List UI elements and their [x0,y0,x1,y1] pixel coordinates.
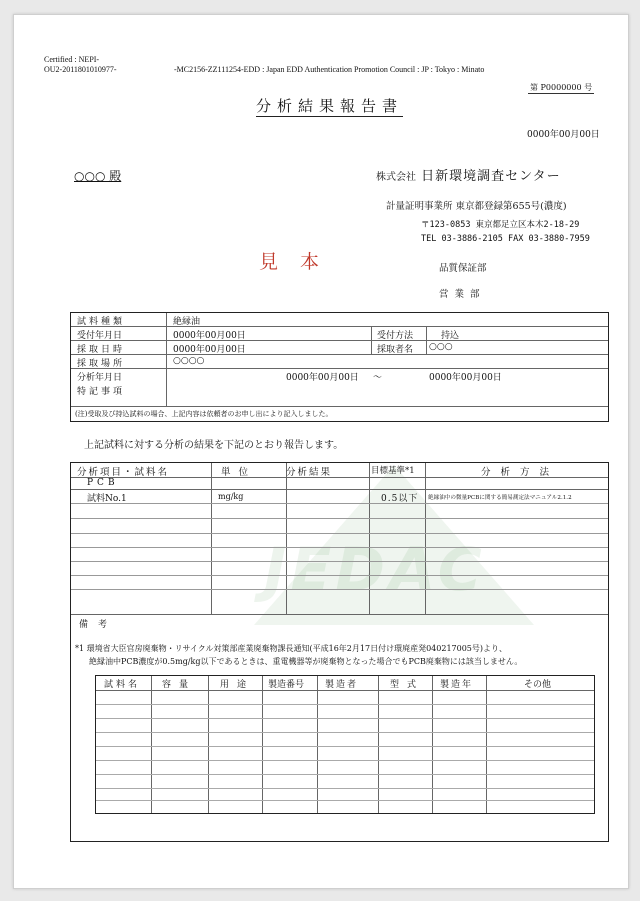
equip-col-year: 製造年 [440,680,474,690]
footnote-2: 絶縁油中PCB濃度が0.5mg/kg以下であるときは、重電機器等が廃棄物となった場合でもPCB廃棄物には該当しません。 [89,657,523,666]
received-value: 0000年00月00日 [173,331,246,341]
addressee: ○○○ 殿 [74,169,122,183]
report-date: 0000年00月00日 [527,130,600,140]
place-value: ○○○○ [173,356,205,366]
type-label: 試料種類 [77,317,126,327]
col-header-method: 分析方法 [481,467,560,478]
company-address [421,218,590,246]
certified-tail: -MC2156-ZZ111254-EDD : Japan EDD Authentication Promotion Council : JP : Tokyo : Minato [174,65,485,74]
office-registration: 計量証明事業所 東京都登録第655号(濃度) [386,201,567,212]
equip-col-other: その他 [524,680,552,690]
company-name-text: 日新環境調査センター [421,169,561,184]
method-label: 受付方法 [377,331,414,341]
dept-sales: 営業部 [439,289,486,300]
method-value: 持込 [441,331,460,341]
analysis-separator: 〜 [373,373,383,383]
watermark-text: JEDAC [264,535,486,605]
equip-col-serial: 製造番号 [268,680,305,690]
col-header-result: 分析結果 [286,467,333,478]
type-value: 絶縁油 [173,317,201,327]
certified-line-2: OU2-2011801010977- [44,65,117,74]
results-table [70,462,609,842]
collector-label: 採取者名 [377,345,414,355]
dept-quality-assurance: 品質保証部 [439,263,487,274]
postal-address: 〒123-0853 東京都足立区本木2-18-29 [421,220,580,230]
equip-col-capacity: 容量 [162,680,197,690]
special-label: 特記事項 [77,387,126,397]
place-label: 採取場所 [77,359,126,369]
sample-name: 試料No.1 [87,494,127,504]
collected-label: 採取日時 [77,345,126,355]
target-value: 0.5以下 [381,494,419,504]
company-prefix: 株式会社 [376,172,416,183]
phone-fax: TEL 03-3886-2105 FAX 03-3880-7959 [421,234,590,244]
method-value: 絶縁油中の微量PCBに関する簡易測定法マニュアル2.1.2 [428,495,572,501]
document-number: 第 P0000000 号 [530,83,593,92]
lead-text: 上記試料に対する分析の結果を下記のとおり報告します。 [84,440,344,451]
col-header-target: 目標基準*1 [371,466,415,476]
analysis-to: 0000年00月00日 [429,373,502,383]
equip-col-maker: 製造者 [325,680,359,690]
analysis-from: 0000年00月00日 [286,373,359,383]
info-footnote: (注)受取及び持込試料の場合、上記内容は依頼者のお申し出により記入しました。 [75,410,333,418]
col-header-item: 分析項目・試料名 [77,467,170,478]
equip-col-model: 型式 [390,680,425,690]
collected-value: 0000年00月00日 [173,345,246,355]
equipment-table [95,675,595,814]
report-page [13,14,629,889]
certified-id [44,55,117,75]
unit-value: mg/kg [218,492,244,501]
equip-col-name: 試料名 [104,680,141,690]
company-name [376,165,561,184]
remarks-label: 備考 [79,620,118,630]
sample-info-table [70,312,609,422]
analysis-item: PCB [87,478,119,488]
sample-stamp: 見本 [259,251,342,273]
col-header-unit: 単位 [221,467,257,478]
analysis-label: 分析年月日 [77,373,123,383]
equip-col-use: 用途 [220,680,255,690]
collector-value: ○○○ [429,342,453,352]
certified-line-1: Certified : NEPI- [44,55,100,64]
received-label: 受付年月日 [77,331,123,341]
footnote-1: *1 環境省大臣官房廃棄物・リサイクル対策部産業廃棄物課長通知(平成16年2月17日付け環廃産発040217005号)より、 [75,644,508,653]
page-title: 分析結果報告書 [256,97,404,115]
